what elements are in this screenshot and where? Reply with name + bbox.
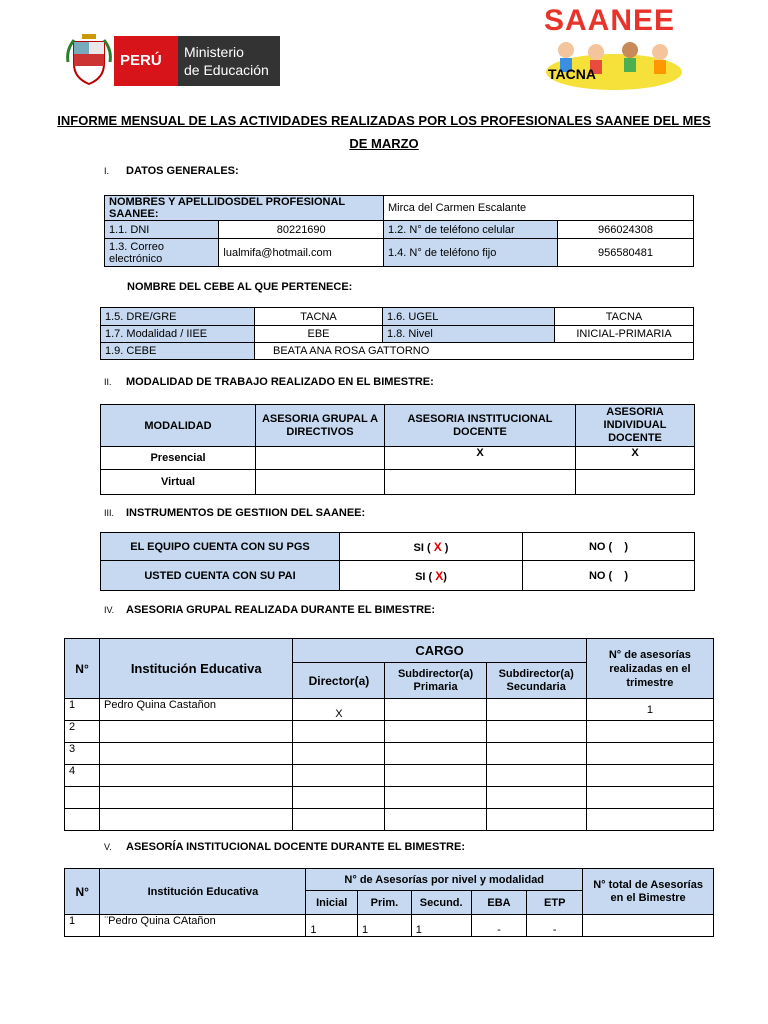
etp-header: ETP bbox=[527, 891, 583, 915]
dre-value: TACNA bbox=[255, 308, 383, 326]
ugel-label: 1.6. UGEL bbox=[383, 308, 555, 326]
section-4-heading: IV. ASESORIA GRUPAL REALIZADA DURANTE EL BIMESTRE: bbox=[104, 604, 436, 616]
virtual-label: Virtual bbox=[101, 470, 256, 495]
instrumentos-table bbox=[100, 532, 695, 591]
nivel-modalidad-header: N° de Asesorías por nivel y modalidad bbox=[306, 869, 583, 891]
asesoria-institucional-table bbox=[64, 868, 714, 937]
section-5-heading: V. ASESORÍA INSTITUCIONAL DOCENTE DURANTE EL BIMESTRE: bbox=[104, 841, 465, 853]
virtual-individual bbox=[576, 470, 695, 495]
section-1-heading: I. DATOS GENERALES: bbox=[104, 165, 239, 177]
modalidad-header: MODALIDAD bbox=[101, 405, 256, 447]
institucional-header: ASESORIA INSTITUCIONAL DOCENTE bbox=[385, 405, 576, 447]
table-row: 2 bbox=[65, 721, 714, 743]
pgs-label: EL EQUIPO CUENTA CON SU PGS bbox=[101, 533, 340, 561]
table-row bbox=[65, 787, 714, 809]
asesoria-grupal-table bbox=[64, 638, 714, 831]
dre-label: 1.5. DRE/GRE bbox=[101, 308, 255, 326]
pai-no: NO ( ) bbox=[523, 561, 695, 591]
section-2-heading: II. MODALIDAD DE TRABAJO REALIZADO EN EL BIMESTRE: bbox=[104, 376, 434, 388]
table-row: 4 bbox=[65, 765, 714, 787]
pai-si-mark: X bbox=[435, 568, 444, 583]
pai-label: USTED CUENTA CON SU PAI bbox=[101, 561, 340, 591]
modalidad-value: EBE bbox=[255, 326, 383, 343]
cebe-value: BEATA ANA ROSA GATTORNO bbox=[255, 343, 694, 360]
virtual-grupal bbox=[256, 470, 385, 495]
section-3-heading: III. INSTRUMENTOS DE GESTIION DEL SAANEE: bbox=[104, 507, 366, 519]
nivel-label: 1.8. Nivel bbox=[383, 326, 555, 343]
pgs-si-mark: X bbox=[433, 539, 442, 554]
tacna-logo-text: TACNA bbox=[548, 66, 596, 82]
report-title-line1: INFORME MENSUAL DE LAS ACTIVIDADES REALIZADAS POR LOS PROFESIONALES SAANEE DEL MES bbox=[57, 113, 711, 128]
dni-value: 80221690 bbox=[219, 221, 384, 239]
saanee-logo bbox=[538, 2, 688, 94]
email-value: lualmifa@hotmail.com bbox=[219, 239, 384, 267]
cebe-table bbox=[100, 307, 694, 360]
pgs-si: SI ( X ) bbox=[340, 533, 523, 561]
email-label: 1.3. Correo electrónico bbox=[105, 239, 219, 267]
nivel-value: INICIAL-PRIMARIA bbox=[555, 326, 694, 343]
cebe-heading: NOMBRE DEL CEBE AL QUE PERTENECE: bbox=[127, 281, 353, 293]
ministry-line1: Ministerio bbox=[184, 44, 244, 60]
presencial-institucional: X bbox=[385, 447, 576, 470]
presencial-individual: X bbox=[576, 447, 695, 470]
inst-ie-header: Institución Educativa bbox=[100, 869, 306, 915]
individual-header: ASESORIA INDIVIDUAL DOCENTE bbox=[576, 405, 695, 447]
presencial-grupal bbox=[256, 447, 385, 470]
subprim-header: Subdirector(a) Primaria bbox=[385, 663, 486, 699]
ugel-value: TACNA bbox=[555, 308, 694, 326]
general-data-table bbox=[104, 195, 694, 267]
director-header: Director(a) bbox=[293, 663, 385, 699]
virtual-institucional bbox=[385, 470, 576, 495]
ministry-line2: de Educación bbox=[184, 62, 269, 78]
name-value: Mirca del Carmen Escalante bbox=[384, 196, 694, 221]
modalidad-table bbox=[100, 404, 695, 495]
table-row: 1 Pedro Quina Castañon X 1 bbox=[65, 699, 714, 721]
grupal-header: ASESORIA GRUPAL A DIRECTIVOS bbox=[256, 405, 385, 447]
peru-logo bbox=[64, 32, 280, 90]
secund-header: Secund. bbox=[411, 891, 471, 915]
fijo-label: 1.4. N° de teléfono fijo bbox=[384, 239, 558, 267]
pai-si: SI ( X) bbox=[340, 561, 523, 591]
inst-total-header: N° total de Asesorías en el Bimestre bbox=[583, 869, 714, 915]
prim-header: Prim. bbox=[358, 891, 412, 915]
table-row: 3 bbox=[65, 743, 714, 765]
pgs-no: NO ( ) bbox=[523, 533, 695, 561]
name-label: NOMBRES Y APELLIDOSDEL PROFESIONAL SAANEE: bbox=[105, 196, 384, 221]
peru-label: PERÚ bbox=[120, 52, 162, 69]
grupal-n-header: N° bbox=[65, 639, 100, 699]
fijo-value: 956580481 bbox=[558, 239, 694, 267]
table-row bbox=[65, 809, 714, 831]
modalidad-label: 1.7. Modalidad / IIEE bbox=[101, 326, 255, 343]
grupal-ie-header: Institución Educativa bbox=[100, 639, 293, 699]
cel-label: 1.2. N° de teléfono celular bbox=[384, 221, 558, 239]
dni-label: 1.1. DNI bbox=[105, 221, 219, 239]
subsec-header: Subdirector(a) Secundaria bbox=[486, 663, 586, 699]
grupal-total-header: N° de asesorías realizadas en el trimestre bbox=[586, 639, 713, 699]
cel-value: 966024308 bbox=[558, 221, 694, 239]
saanee-logo-text: SAANEE bbox=[544, 4, 676, 37]
cargo-header: CARGO bbox=[293, 639, 586, 663]
coat-of-arms-icon bbox=[64, 32, 114, 90]
inicial-header: Inicial bbox=[306, 891, 358, 915]
table-row: 1 ¨Pedro Quina CAtañon 1 1 1 - - bbox=[65, 915, 714, 937]
eba-header: EBA bbox=[471, 891, 527, 915]
inst-n-header: N° bbox=[65, 869, 100, 915]
report-title-line2: DE MARZO bbox=[349, 136, 419, 151]
cebe-label: 1.9. CEBE bbox=[101, 343, 255, 360]
presencial-label: Presencial bbox=[101, 447, 256, 470]
